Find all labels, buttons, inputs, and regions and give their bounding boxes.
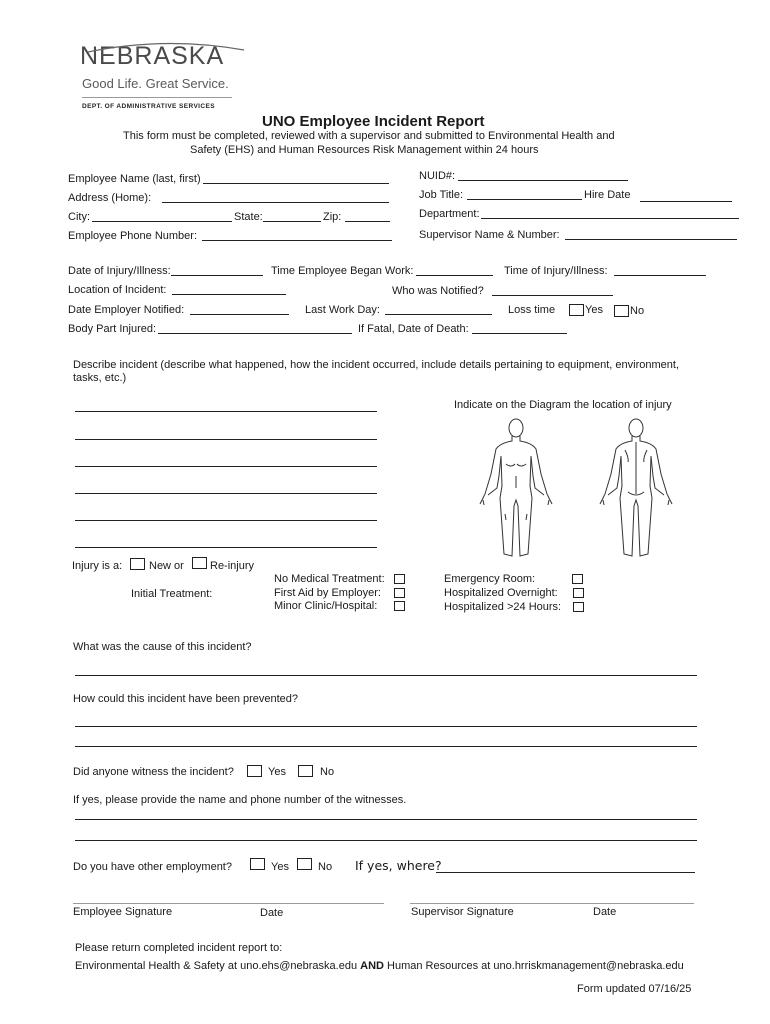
return-hr-text: Human Resources at uno.hrriskmanagement@nebraska.edu [383, 960, 684, 972]
nuid-field[interactable] [458, 180, 628, 181]
last-work-day-label: Last Work Day: [305, 304, 380, 316]
describe-line-5[interactable] [75, 520, 377, 521]
subtitle-line-1: This form must be completed, reviewed with a supervisor and submitted to Environmental Health and [123, 130, 615, 142]
if-yes-where-field[interactable] [436, 872, 695, 873]
employee-date-label: Date [260, 907, 284, 919]
other-employment-yes-checkbox[interactable] [250, 858, 265, 870]
return-and-text: AND [360, 960, 384, 972]
witness-line-2[interactable] [75, 840, 697, 841]
return-instructions-line-1: Please return completed incident report to: [75, 942, 283, 954]
witness-yes-checkbox[interactable] [247, 765, 262, 777]
employee-name-label: Employee Name (last, first) [68, 173, 201, 185]
date-employer-notified-field[interactable] [190, 314, 289, 315]
injury-is-a-label: Injury is a: [72, 560, 123, 572]
treatment-overnight-label: Hospitalized Overnight: [444, 587, 558, 599]
logo-tagline: Good Life. Great Service. [82, 76, 229, 91]
date-injury-label: Date of Injury/Illness: [68, 265, 171, 277]
address-label: Address (Home): [68, 192, 152, 204]
treatment-emergency-label: Emergency Room: [444, 573, 536, 585]
treatment-no-medical-checkbox[interactable] [394, 574, 405, 584]
supervisor-date-label: Date [593, 906, 617, 918]
if-fatal-field[interactable] [472, 333, 567, 334]
describe-line-2[interactable] [75, 439, 377, 440]
describe-prompt-line-2: tasks, etc.) [73, 372, 127, 384]
cause-question: What was the cause of this incident? [73, 641, 252, 653]
form-updated: Form updated 07/16/25 [577, 983, 692, 995]
describe-line-3[interactable] [75, 466, 377, 467]
supervisor-label: Supervisor Name & Number: [419, 229, 560, 241]
describe-line-1[interactable] [75, 411, 377, 412]
phone-label: Employee Phone Number: [68, 230, 198, 242]
zip-label: Zip: [323, 211, 342, 223]
nuid-label: NUID#: [419, 170, 456, 182]
body-part-label: Body Part Injured: [68, 323, 157, 335]
body-diagram-back[interactable] [598, 416, 674, 560]
who-notified-field[interactable] [492, 295, 613, 296]
state-field[interactable] [263, 221, 321, 222]
employee-signature-line[interactable] [73, 903, 384, 904]
body-diagram-front[interactable] [478, 416, 554, 560]
cause-line[interactable] [75, 675, 697, 676]
location-label: Location of Incident: [68, 284, 167, 296]
hire-date-label: Hire Date [584, 189, 631, 201]
diagram-caption: Indicate on the Diagram the location of injury [454, 399, 672, 411]
last-work-day-field[interactable] [385, 314, 492, 315]
treatment-overnight-checkbox[interactable] [573, 588, 584, 598]
return-instructions-line-2 [75, 960, 684, 972]
date-injury-field[interactable] [171, 275, 263, 276]
treatment-minor-clinic-label: Minor Clinic/Hospital: [274, 600, 378, 612]
treatment-minor-clinic-checkbox[interactable] [394, 601, 405, 611]
location-field[interactable] [172, 294, 286, 295]
loss-time-yes-label: Yes [585, 304, 603, 316]
new-injury-checkbox[interactable] [130, 558, 145, 570]
new-or-label: New or [149, 560, 184, 572]
city-label: City: [68, 211, 90, 223]
witness-info-question: If yes, please provide the name and phone number of the witnesses. [73, 794, 407, 806]
if-yes-where-label: If yes, where? [355, 858, 442, 873]
other-employment-question: Do you have other employment? [73, 861, 232, 873]
describe-line-6[interactable] [75, 547, 377, 548]
treatment-no-medical-label: No Medical Treatment: [274, 573, 385, 585]
employee-name-field[interactable] [203, 183, 389, 184]
witness-no-label: No [320, 766, 335, 778]
describe-prompt-line-1: Describe incident (describe what happened, how the incident occurred, include details pertaining to equipment, environment, [73, 359, 679, 371]
reinjury-checkbox[interactable] [192, 557, 207, 569]
employee-signature-label: Employee Signature [73, 906, 173, 918]
initial-treatment-label: Initial Treatment: [131, 588, 213, 600]
witness-question: Did anyone witness the incident? [73, 766, 234, 778]
job-title-label: Job Title: [419, 189, 464, 201]
treatment-24h-label: Hospitalized >24 Hours: [444, 601, 562, 613]
return-ehs-text: Environmental Health & Safety at uno.ehs@nebraska.edu [75, 960, 361, 972]
subtitle-line-2: Safety (EHS) and Human Resources Risk Management within 24 hours [190, 144, 539, 156]
time-injury-label: Time of Injury/Illness: [504, 265, 608, 277]
zip-field[interactable] [345, 221, 390, 222]
prevent-line-1[interactable] [75, 726, 697, 727]
logo-dept: DEPT. OF ADMINISTRATIVE SERVICES [82, 103, 215, 110]
page-title: UNO Employee Incident Report [262, 113, 485, 130]
city-field[interactable] [92, 221, 232, 222]
department-field[interactable] [481, 218, 739, 219]
body-part-field[interactable] [158, 333, 352, 334]
time-injury-field[interactable] [614, 275, 706, 276]
time-began-label: Time Employee Began Work: [271, 265, 414, 277]
treatment-24h-checkbox[interactable] [573, 602, 584, 612]
treatment-first-aid-label: First Aid by Employer: [274, 587, 381, 599]
prevent-line-2[interactable] [75, 746, 697, 747]
logo-swoosh-icon [86, 40, 246, 54]
witness-yes-label: Yes [268, 766, 286, 778]
supervisor-field[interactable] [565, 239, 737, 240]
describe-line-4[interactable] [75, 493, 377, 494]
other-employment-yes-label: Yes [271, 861, 289, 873]
reinjury-label: Re-injury [210, 560, 255, 572]
hire-date-field[interactable] [640, 201, 732, 202]
address-field[interactable] [162, 202, 389, 203]
loss-time-no-checkbox[interactable] [614, 305, 629, 317]
date-employer-notified-label: Date Employer Notified: [68, 304, 185, 316]
job-title-field[interactable] [467, 199, 582, 200]
logo-wordmark-text: NEBRASKA [80, 42, 225, 70]
loss-time-no-label: No [630, 305, 645, 317]
witness-no-checkbox[interactable] [298, 765, 313, 777]
other-employment-no-label: No [318, 861, 333, 873]
loss-time-yes-checkbox[interactable] [569, 304, 584, 316]
other-employment-no-checkbox[interactable] [297, 858, 312, 870]
logo-divider [82, 97, 232, 98]
who-notified-label: Who was Notified? [392, 285, 484, 297]
state-label: State: [234, 211, 263, 223]
loss-time-label: Loss time [508, 304, 556, 316]
time-began-field[interactable] [416, 275, 493, 276]
if-fatal-label: If Fatal, Date of Death: [358, 323, 469, 335]
treatment-first-aid-checkbox[interactable] [394, 588, 405, 598]
prevent-question: How could this incident have been prevented? [73, 693, 299, 705]
treatment-emergency-checkbox[interactable] [572, 574, 583, 584]
supervisor-signature-label: Supervisor Signature [411, 906, 514, 918]
department-label: Department: [419, 208, 480, 220]
phone-field[interactable] [202, 240, 392, 241]
witness-line-1[interactable] [75, 819, 697, 820]
supervisor-signature-line[interactable] [410, 903, 694, 904]
